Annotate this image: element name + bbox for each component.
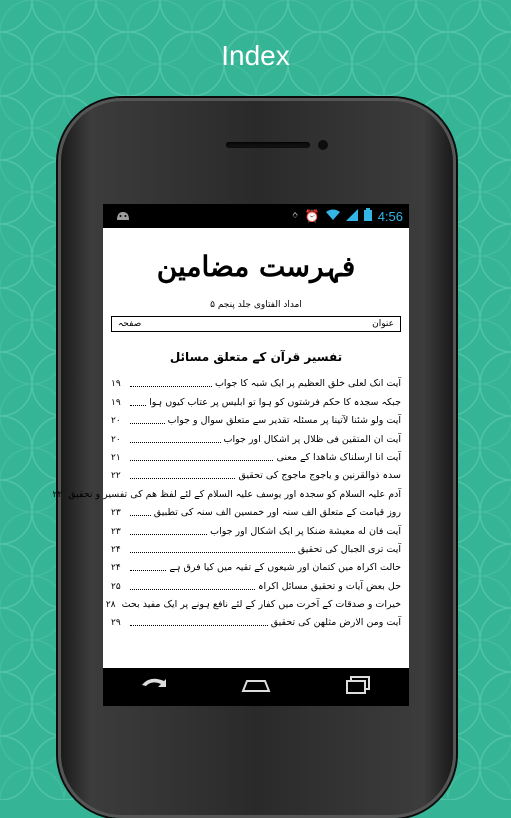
index-row-title: روز قیامت کے متعلق الف سنہ اور خمسین الف سنہ کی تطبیق xyxy=(153,507,401,519)
index-row[interactable] xyxy=(111,519,401,537)
index-row[interactable] xyxy=(111,464,401,482)
index-row-title: آیت انک لعلی خلق العظیم پر ایک شبہ کا جواب xyxy=(214,378,401,390)
index-row-title: آیت ومن الارض مثلھن کی تحقیق xyxy=(270,617,401,629)
leader-dots xyxy=(130,625,268,626)
index-page xyxy=(52,250,409,668)
index-row[interactable] xyxy=(111,372,401,390)
index-row-page: ۱۹ xyxy=(111,397,121,408)
index-row-page: ۲۸ xyxy=(105,600,116,611)
index-row-page: ۱۹ xyxy=(111,379,121,390)
status-time: 4:56 xyxy=(377,208,403,224)
index-row-page: ۲۰ xyxy=(111,434,121,445)
wifi-icon xyxy=(326,209,340,224)
status-bar xyxy=(103,204,409,228)
front-camera xyxy=(318,140,328,150)
index-row-title: خیرات و صدقات کے آخرت میں کفار کے لئے نافع ہونے پر ایک مفید بحث xyxy=(121,599,401,611)
index-row-title: جبکہ سجدہ کا حکم فرشتوں کو ہوا تو ابلیس پر عتاب کیوں ہوا xyxy=(149,396,401,408)
alarm-icon: ⏰ xyxy=(304,209,320,223)
column-title-label: عنوان xyxy=(372,319,394,329)
index-row[interactable] xyxy=(111,427,401,445)
leader-dots xyxy=(130,423,165,424)
recent-apps-button[interactable] xyxy=(338,676,378,699)
index-title: فہرست مضامین xyxy=(156,250,356,283)
index-row[interactable] xyxy=(111,501,401,519)
section-heading: تفسیر قرآن کے متعلق مسائل xyxy=(169,350,343,364)
index-row-title: آیت تری الجبال کی تحقیق xyxy=(297,543,401,555)
index-row-page: ۲۲ xyxy=(52,489,63,500)
index-list xyxy=(52,372,401,629)
index-row-page: ۲۹ xyxy=(111,618,121,629)
leader-dots xyxy=(130,442,221,443)
android-icon xyxy=(115,209,131,224)
index-row[interactable] xyxy=(111,390,401,408)
index-row[interactable] xyxy=(111,538,401,556)
signal-icon xyxy=(346,209,358,224)
index-row-title: سدہ ذوالقرنین و یاجوج ماجوج کی تحقیق xyxy=(238,470,401,482)
index-row-page: ۲۳ xyxy=(111,526,121,537)
index-row[interactable] xyxy=(111,446,401,464)
volume-subtitle: امداد الفتاوی جلد پنجم ۵ xyxy=(210,300,302,310)
index-row-title: حالت اکراہ میں کتمان اور شیعوں کے تقیہ میں کیا فرق ہے xyxy=(169,562,401,574)
leader-dots xyxy=(130,460,273,461)
index-row-page: ۲۲ xyxy=(111,471,121,482)
leader-dots xyxy=(130,552,295,553)
index-row-title: آیت فان له معیشة ضنکا پر ایک اشکال اور جواب xyxy=(210,525,401,537)
index-row-page: ۲۵ xyxy=(111,581,121,592)
index-row-title: آدم علیہ السلام کو سجدہ اور یوسف علیہ السلام کے لئے لفظ ھم کی تفسیر و تحقیق xyxy=(68,488,401,500)
bluetooth-icon: ᛜ xyxy=(291,209,299,223)
index-row-title: آیت انا ارسلناک شاهدا کے معنی xyxy=(276,451,401,463)
page-header-title: Index xyxy=(221,40,290,71)
leader-dots xyxy=(130,589,255,590)
index-row[interactable] xyxy=(111,556,401,574)
leader-dots xyxy=(130,405,146,406)
leader-dots xyxy=(130,515,151,516)
device-screen xyxy=(52,204,409,684)
leader-dots xyxy=(130,478,235,479)
index-row[interactable] xyxy=(52,482,401,500)
navigation-bar xyxy=(103,668,409,706)
home-button[interactable] xyxy=(236,677,276,698)
speaker-grille xyxy=(226,142,310,148)
leader-dots xyxy=(130,386,212,387)
index-row-title: آیت ان المتقین فی ظلال پر اشکال اور جواب xyxy=(223,433,401,445)
back-button[interactable] xyxy=(134,677,174,698)
index-row-page: ۲۱ xyxy=(111,452,121,463)
index-row-page: ۲۳ xyxy=(111,508,121,519)
battery-icon xyxy=(364,208,372,224)
index-row[interactable] xyxy=(111,574,401,592)
column-header xyxy=(111,316,401,332)
index-row-title: حل بعض آیات و تحقیق مسائل اکراہ xyxy=(257,580,401,592)
leader-dots xyxy=(130,570,166,571)
index-row-page: ۲۰ xyxy=(111,416,121,427)
index-row-page: ۲۴ xyxy=(111,544,121,555)
index-row[interactable] xyxy=(111,409,401,427)
index-row-page: ۲۴ xyxy=(111,563,121,574)
leader-dots xyxy=(130,534,207,535)
index-row-title: آیت ولو شئنا لآتینا پر مسئلہ تقدیر سے متعلق سوال و جواب xyxy=(167,415,401,427)
index-row[interactable] xyxy=(105,593,401,611)
index-row[interactable] xyxy=(111,611,401,629)
column-page-label: صفحہ xyxy=(118,319,142,329)
